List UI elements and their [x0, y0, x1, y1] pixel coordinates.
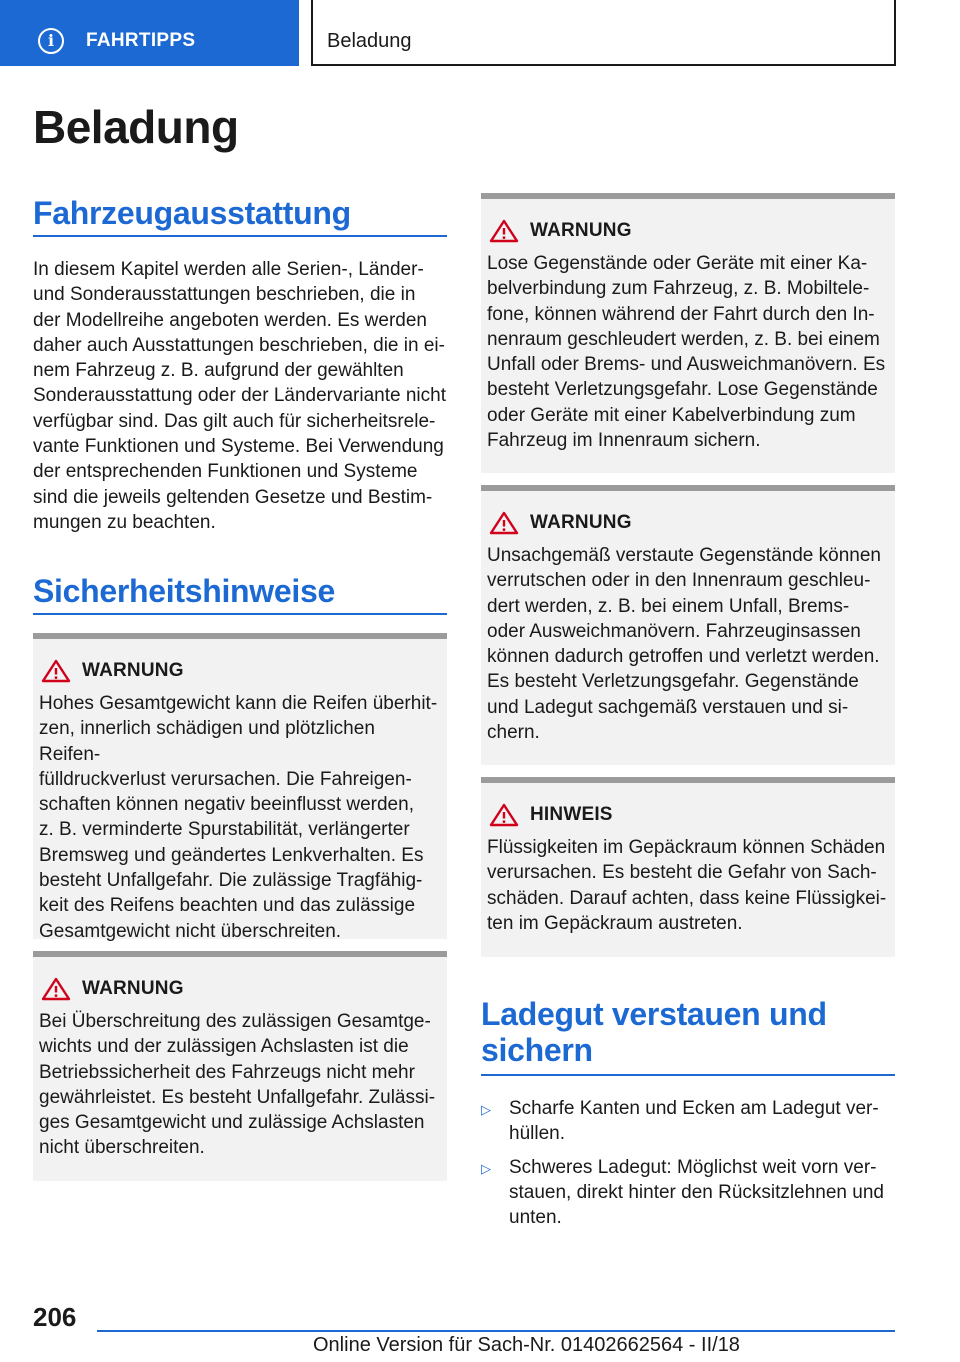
notice-box	[481, 777, 895, 957]
notice-title: HINWEIS	[530, 804, 613, 825]
warning-title: WARNUNG	[530, 220, 632, 241]
page-header	[0, 0, 960, 66]
warning-box	[481, 485, 895, 765]
footer-rule	[97, 1330, 895, 1332]
chapter-label: FAHRTIPPS	[86, 30, 196, 51]
section-sicherheitshinweise	[33, 573, 447, 615]
warning-triangle-icon	[488, 803, 520, 827]
warning-box	[481, 193, 895, 473]
warning-box	[33, 951, 447, 1181]
section-heading: Fahrzeugausstattung	[33, 195, 351, 231]
warning-text: Lose Gegenstände oder Geräte mit einer Ka- belverbindung zum Fahrzeug, z. B. Mobiltele- fone, können während der Fahrt durch den In- nenraum geschleudert werden, z. B. bei einem Unfall oder Brems- und Ausweichmanövern. Es besteht Verletzungsgefahr. Lose Gegenstände oder Geräte mit einer Kabelverbindung zum Fahrzeug im Innenraum sichern.	[487, 253, 886, 452]
section-ladegut	[481, 996, 895, 1238]
warning-triangle-icon	[40, 659, 72, 683]
section-tab	[311, 0, 896, 66]
warning-text: Unsachgemäß verstaute Gegenstände können verrutschen oder in den Innenraum geschleu- dert werden, z. B. bei einem Unfall, Brems- oder Ausweichmanövern. Fahrzeuginsassen können dadurch getroffen und verletzt werden. Es besteht Verletzungsgefahr. Gegenstände und Ladegut sachgemäß verstauen und si- chern.	[487, 545, 881, 744]
heading-rule	[481, 1074, 895, 1076]
intro-paragraph: In diesem Kapitel werden alle Serien-, Länder- und Sonderausstattungen beschrieben, die in der Modellreihe angeboten werden. Es werden daher auch Ausstattungen beschrieben, die in ei- nem Fahrzeug z. B. aufgrund der gewählten Sonderausstattung oder der Ländervariante nicht verfügbar sind. Das gilt auch für sicherheitsrele- vante Funktionen und Systeme. Bei Verwendung der entsprechenden Funktionen und Systeme sind die jeweils geltenden Gesetze und Bestim- mungen zu beachten.	[33, 259, 446, 533]
warning-box	[33, 633, 447, 942]
chapter-tab[interactable]	[0, 0, 299, 66]
heading-rule	[33, 235, 447, 237]
list-item: ▷ Schweres Ladegut: Möglichst weit vorn ver- stauen, direkt hinter den Rücksitzlehnen und unten.	[481, 1156, 884, 1229]
triangle-bullet-icon: ▷	[481, 1160, 491, 1176]
section-heading: Ladegut verstauen und sichern	[481, 996, 827, 1068]
list-item: ▷ Scharfe Kanten und Ecken am Ladegut ver- hüllen.	[481, 1098, 879, 1145]
bullet-list	[481, 1096, 895, 1230]
page-number: 206	[33, 1302, 77, 1332]
section-label: Beladung	[327, 30, 412, 52]
warning-triangle-icon	[488, 219, 520, 243]
online-version-text: Online Version für Sach-Nr. 01402662564 - II/18	[313, 1334, 740, 1356]
warning-title: WARNUNG	[82, 660, 184, 681]
warning-triangle-icon	[40, 977, 72, 1001]
warning-title: WARNUNG	[530, 512, 632, 533]
warning-title: WARNUNG	[82, 978, 184, 999]
notice-text: Flüssigkeiten im Gepäckraum können Schäden verursachen. Es besteht die Gefahr von Sach- schäden. Darauf achten, dass keine Flüssigkei- ten im Gepäckraum austreten.	[487, 837, 887, 934]
warning-text: Bei Überschreitung des zulässigen Gesamtge- wichts und der zulässigen Achslasten ist die Betriebssicherheit des Fahrzeugs nicht mehr gewährleistet. Es besteht Unfallgefahr. Zulässi- ges Gesamtgewicht und zulässige Achslasten nicht überschreiten.	[39, 1011, 436, 1159]
heading-rule	[33, 613, 447, 615]
triangle-bullet-icon: ▷	[481, 1102, 491, 1117]
warning-text: Hohes Gesamtgewicht kann die Reifen überhit- zen, innerlich schädigen und plötzlichen Reifen- fülldruckverlust verursachen. Die Fahreigen- schaften können negativ beeinflusst werden, z. B. verminderte Spurstabilität, verlängerter Bremsweg und geändertes Lenkverhalten. Es besteht Unfallgefahr. Die zulässige Tragfähig- keit des Reifens beachten und das zulässige Gesamtgewicht nicht überschreiten.	[39, 693, 438, 942]
section-heading: Sicherheitshinweise	[33, 573, 335, 609]
section-fahrzeugausstattung	[33, 195, 447, 535]
page-title: Beladung	[33, 101, 239, 153]
info-icon: i	[38, 28, 64, 54]
warning-triangle-icon	[488, 511, 520, 535]
